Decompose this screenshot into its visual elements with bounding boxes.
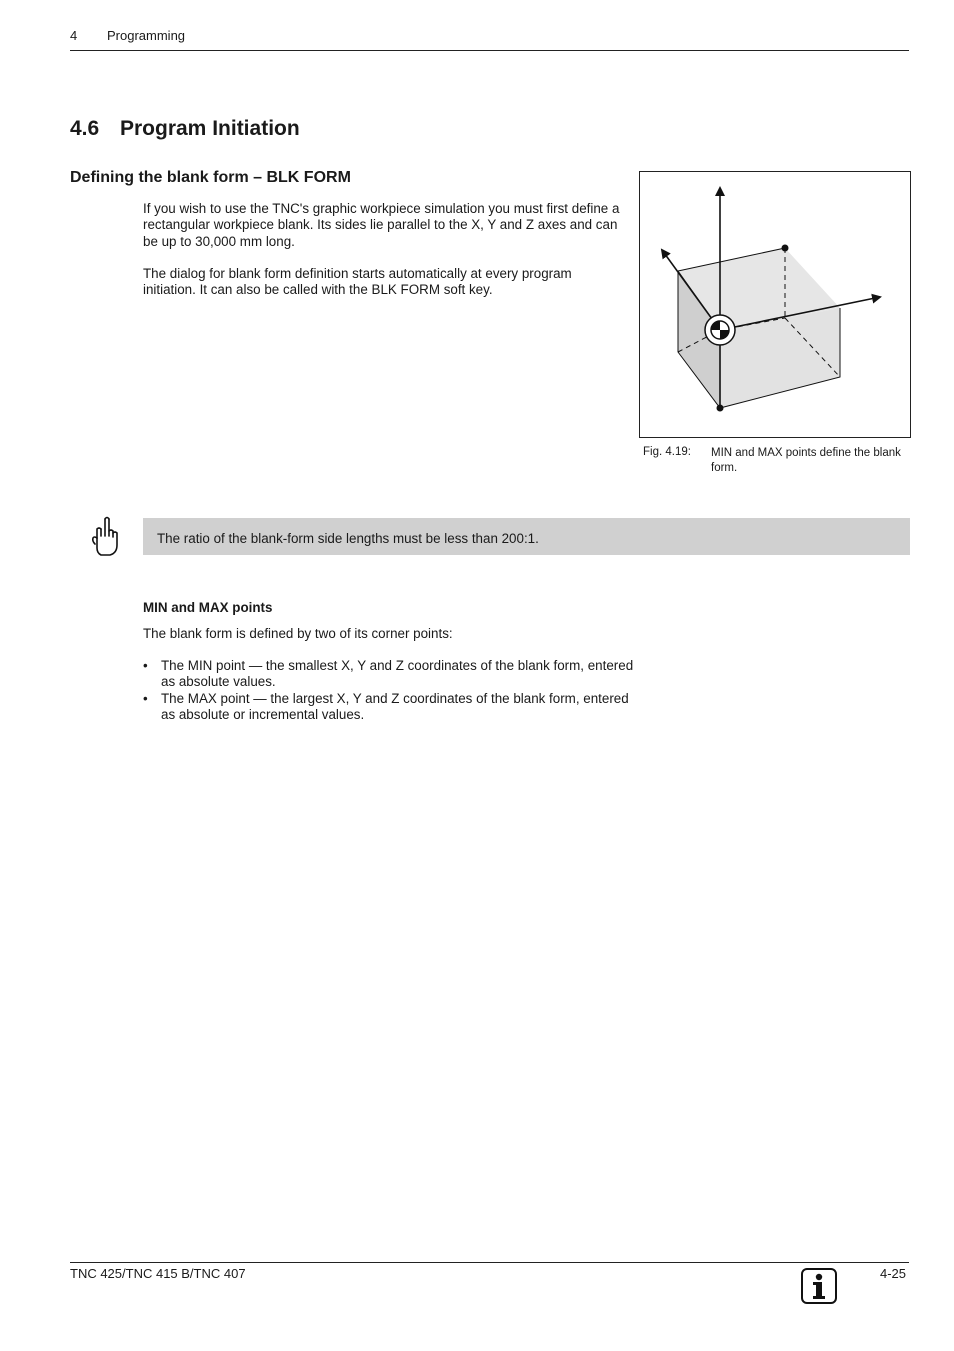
footer-model: TNC 425/TNC 415 B/TNC 407 (70, 1266, 246, 1281)
blank-form-diagram (640, 172, 910, 437)
footer-rule (70, 1262, 909, 1263)
pointing-hand-icon (88, 515, 122, 559)
page-number: 4-25 (880, 1266, 907, 1281)
section-number: 4.6 (70, 117, 100, 140)
intro-paragraph: If you wish to use the TNC's graphic workpiece simulation you must first define a rectangular workpiece blank. Its sides lie parallel to the X, Y and Z axes and can be up to 30,000 mm long. (143, 201, 620, 249)
subsection-title: Defining the blank form – BLK FORM (70, 169, 351, 186)
list-item: • The MIN point — the smallest X, Y and Z coordinates of the blank form, entered as absolute values. (143, 658, 643, 691)
blank-form-figure (639, 171, 911, 438)
section-title: Program Initiation (120, 117, 300, 140)
min-point (717, 405, 724, 412)
info-icon (801, 1268, 837, 1304)
note-text: The ratio of the blank-form side lengths must be less than 200:1. (157, 531, 539, 546)
minmax-list (143, 658, 643, 723)
minmax-intro: The blank form is defined by two of its corner points: (143, 626, 453, 641)
minmax-heading: MIN and MAX points (143, 600, 273, 615)
figure-label: Fig. 4.19: (643, 446, 691, 458)
header-rule (70, 50, 909, 51)
note-box (143, 518, 910, 555)
section-heading (70, 117, 300, 141)
header-chapter-number: 4 (70, 28, 78, 43)
header-chapter-title: Programming (107, 28, 186, 43)
max-point (782, 245, 789, 252)
dialog-paragraph: The dialog for blank form definition starts automatically at every program initiation. It can also be called with the BLK FORM soft key. (143, 266, 572, 298)
figure-caption: MIN and MAX points define the blank form. (711, 447, 901, 474)
list-item: • The MAX point — the largest X, Y and Z coordinates of the blank form, entered as absolute or incremental values. (143, 691, 643, 724)
